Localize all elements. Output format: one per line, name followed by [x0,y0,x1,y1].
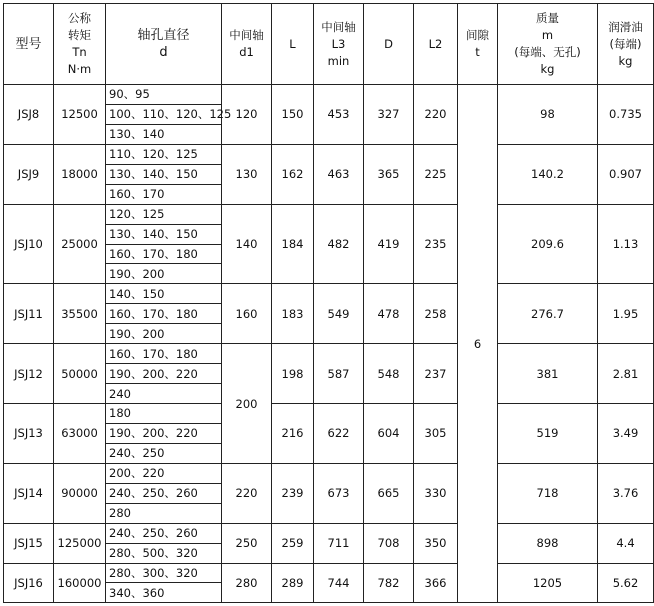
L-cell: 239 [272,463,314,523]
torque-cell: 35500 [54,284,106,344]
L3-cell: 673 [314,463,364,523]
bore-cell: 130、140 [106,124,222,144]
mass-cell: 276.7 [498,284,598,344]
mass-cell: 209.6 [498,204,598,284]
torque-cell: 63000 [54,404,106,464]
D-cell: 327 [364,85,414,145]
L2-cell: 225 [414,144,458,204]
torque-cell: 50000 [54,344,106,404]
bore-cell: 190、200 [106,264,222,284]
L2-cell: 305 [414,404,458,464]
torque-cell: 160000 [54,563,106,603]
mass-cell: 1205 [498,563,598,603]
oil-cell: 3.49 [598,404,654,464]
L2-cell: 237 [414,344,458,404]
table-row [4,204,654,224]
L3-cell: 711 [314,523,364,563]
header-model: 型号 [4,4,54,85]
mass-cell: 898 [498,523,598,563]
L-cell: 216 [272,404,314,464]
model-cell: JSJ16 [4,563,54,603]
L-cell: 184 [272,204,314,284]
L3-cell: 463 [314,144,364,204]
L2-cell: 366 [414,563,458,603]
bore-cell: 190、200 [106,324,222,344]
model-cell: JSJ12 [4,344,54,404]
coupling-spec-table [3,3,654,603]
header-bore-diameter: 轴孔直径 d [106,4,222,85]
D-cell: 365 [364,144,414,204]
L2-cell: 220 [414,85,458,145]
model-cell: JSJ8 [4,85,54,145]
table-row [4,523,654,543]
oil-cell: 1.13 [598,204,654,284]
header-D: D [364,4,414,85]
L-cell: 162 [272,144,314,204]
table-row [4,144,654,164]
bore-cell: 90、95 [106,85,222,105]
bore-cell: 190、200、220 [106,364,222,384]
mid-shaft-diameter-cell: 250 [222,523,272,563]
oil-cell: 4.4 [598,523,654,563]
mid-shaft-diameter-cell: 130 [222,144,272,204]
L3-cell: 453 [314,85,364,145]
L2-cell: 258 [414,284,458,344]
L3-cell: 622 [314,404,364,464]
L3-cell: 744 [314,563,364,603]
bore-cell: 240、250、260 [106,483,222,503]
L2-cell: 235 [414,204,458,284]
L2-cell: 330 [414,463,458,523]
header-L2: L2 [414,4,458,85]
bore-cell: 340、360 [106,583,222,603]
bore-cell: 140、150 [106,284,222,304]
bore-cell: 280、300、320 [106,563,222,583]
bore-cell: 130、140、150 [106,164,222,184]
table-row [4,404,654,424]
mass-cell: 98 [498,85,598,145]
bore-cell: 160、170、180 [106,304,222,324]
table-row [4,284,654,304]
header-mid-shaft-diameter: 中间轴 d1 [222,4,272,85]
torque-cell: 125000 [54,523,106,563]
oil-cell: 5.62 [598,563,654,603]
oil-cell: 1.95 [598,284,654,344]
D-cell: 478 [364,284,414,344]
bore-cell: 160、170、180 [106,244,222,264]
mid-shaft-diameter-cell: 220 [222,463,272,523]
bore-cell: 190、200、220 [106,423,222,443]
oil-cell: 3.76 [598,463,654,523]
bore-cell: 120、125 [106,204,222,224]
table-row [4,563,654,583]
mid-shaft-diameter-cell: 160 [222,284,272,344]
header-L3: 中间轴 L3 min [314,4,364,85]
oil-cell: 0.907 [598,144,654,204]
model-cell: JSJ15 [4,523,54,563]
mid-shaft-diameter-cell: 200 [222,344,272,464]
header-gap: 间隙 t [458,4,498,85]
mass-cell: 381 [498,344,598,404]
header-oil: 润滑油 (每端) kg [598,4,654,85]
model-cell: JSJ13 [4,404,54,464]
header-torque: 公称 转矩 Tn N·m [54,4,106,85]
mid-shaft-diameter-cell: 140 [222,204,272,284]
D-cell: 548 [364,344,414,404]
header-mass: 质量 m (每端、无孔) kg [498,4,598,85]
oil-cell: 2.81 [598,344,654,404]
L-cell: 198 [272,344,314,404]
mass-cell: 718 [498,463,598,523]
table-row [4,344,654,364]
oil-cell: 0.735 [598,85,654,145]
D-cell: 708 [364,523,414,563]
model-cell: JSJ11 [4,284,54,344]
bore-cell: 280 [106,503,222,523]
table-row [4,85,654,105]
header-row [4,4,654,85]
bore-cell: 160、170 [106,184,222,204]
bore-cell: 200、220 [106,463,222,483]
L2-cell: 350 [414,523,458,563]
bore-cell: 180 [106,404,222,424]
mass-cell: 140.2 [498,144,598,204]
bore-cell: 130、140、150 [106,224,222,244]
bore-cell: 240、250、260 [106,523,222,543]
L3-cell: 587 [314,344,364,404]
model-cell: JSJ9 [4,144,54,204]
mass-cell: 519 [498,404,598,464]
table-body [4,85,654,603]
D-cell: 665 [364,463,414,523]
header-L: L [272,4,314,85]
mid-shaft-diameter-cell: 120 [222,85,272,145]
model-cell: JSJ14 [4,463,54,523]
torque-cell: 25000 [54,204,106,284]
L3-cell: 549 [314,284,364,344]
gap-cell: 6 [458,85,498,603]
torque-cell: 12500 [54,85,106,145]
L-cell: 289 [272,563,314,603]
bore-cell: 240 [106,384,222,404]
L-cell: 183 [272,284,314,344]
L3-cell: 482 [314,204,364,284]
D-cell: 419 [364,204,414,284]
bore-cell: 110、120、125 [106,144,222,164]
model-cell: JSJ10 [4,204,54,284]
bore-cell: 280、500、320 [106,543,222,563]
table-row [4,463,654,483]
torque-cell: 18000 [54,144,106,204]
L-cell: 150 [272,85,314,145]
torque-cell: 90000 [54,463,106,523]
bore-cell: 100、110、120、125 [106,104,222,124]
L-cell: 259 [272,523,314,563]
bore-cell: 160、170、180 [106,344,222,364]
mid-shaft-diameter-cell: 280 [222,563,272,603]
bore-cell: 240、250 [106,443,222,463]
D-cell: 604 [364,404,414,464]
D-cell: 782 [364,563,414,603]
